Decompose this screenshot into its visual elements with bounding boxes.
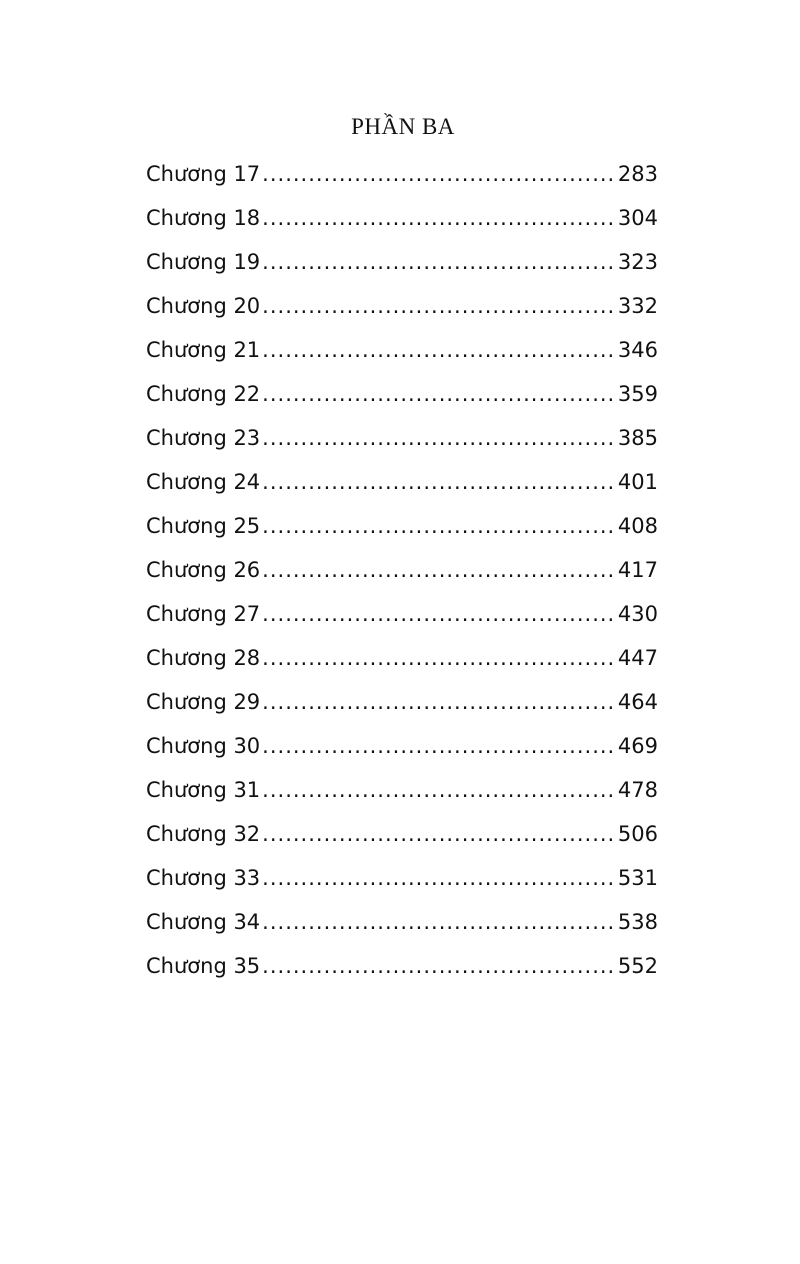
toc-entry-label: Chương 26	[146, 558, 261, 582]
toc-entry-label: Chương 35	[146, 954, 261, 978]
dot-leader	[262, 240, 616, 284]
toc-entry-page-number: 531	[617, 866, 658, 890]
toc-entry[interactable]	[146, 372, 658, 416]
toc-entry-page-number: 538	[617, 910, 658, 934]
dot-leader	[262, 416, 616, 460]
toc-entry-page-number: 464	[617, 690, 658, 714]
toc-entry[interactable]	[146, 504, 658, 548]
dot-leader	[262, 680, 616, 724]
toc-entry[interactable]	[146, 592, 658, 636]
toc-entry-label: Chương 17	[146, 162, 261, 186]
toc-entry-page-number: 401	[617, 470, 658, 494]
toc-entry-label: Chương 23	[146, 426, 261, 450]
toc-entry[interactable]	[146, 196, 658, 240]
toc-entry-label: Chương 29	[146, 690, 261, 714]
dot-leader	[262, 900, 616, 944]
toc-entry[interactable]	[146, 416, 658, 460]
toc-entry-page-number: 447	[617, 646, 658, 670]
toc-entry[interactable]	[146, 944, 658, 988]
toc-entry-label: Chương 34	[146, 910, 261, 934]
toc-entry-label: Chương 30	[146, 734, 261, 758]
toc-entry-page-number: 385	[617, 426, 658, 450]
toc-entry-page-number: 359	[617, 382, 658, 406]
dot-leader	[262, 284, 616, 328]
toc-entry[interactable]	[146, 460, 658, 504]
toc-entry-label: Chương 28	[146, 646, 261, 670]
toc-entry[interactable]	[146, 680, 658, 724]
toc-entry-label: Chương 24	[146, 470, 261, 494]
dot-leader	[262, 152, 616, 196]
toc-entry-page-number: 332	[617, 294, 658, 318]
table-of-contents	[146, 152, 658, 988]
toc-entry-page-number: 323	[617, 250, 658, 274]
toc-entry-label: Chương 18	[146, 206, 261, 230]
dot-leader	[262, 460, 616, 504]
toc-entry-page-number: 304	[617, 206, 658, 230]
toc-entry-page-number: 552	[617, 954, 658, 978]
toc-entry[interactable]	[146, 768, 658, 812]
toc-entry[interactable]	[146, 152, 658, 196]
toc-entry-page-number: 283	[617, 162, 658, 186]
toc-entry[interactable]	[146, 636, 658, 680]
toc-entry[interactable]	[146, 856, 658, 900]
toc-entry-page-number: 478	[617, 778, 658, 802]
toc-entry-label: Chương 20	[146, 294, 261, 318]
toc-entry[interactable]	[146, 240, 658, 284]
toc-entry-page-number: 408	[617, 514, 658, 538]
toc-entry-label: Chương 33	[146, 866, 261, 890]
toc-entry[interactable]	[146, 548, 658, 592]
toc-entry-label: Chương 32	[146, 822, 261, 846]
toc-entry[interactable]	[146, 284, 658, 328]
toc-entry-page-number: 430	[617, 602, 658, 626]
toc-entry-page-number: 469	[617, 734, 658, 758]
toc-entry-label: Chương 25	[146, 514, 261, 538]
dot-leader	[262, 636, 616, 680]
dot-leader	[262, 768, 616, 812]
dot-leader	[262, 944, 616, 988]
dot-leader	[262, 812, 616, 856]
toc-entry-label: Chương 31	[146, 778, 261, 802]
dot-leader	[262, 372, 616, 416]
toc-entry[interactable]	[146, 900, 658, 944]
section-title: PHẦN BA	[351, 114, 455, 139]
toc-entry-label: Chương 27	[146, 602, 261, 626]
toc-entry[interactable]	[146, 328, 658, 372]
dot-leader	[262, 196, 616, 240]
dot-leader	[262, 856, 616, 900]
toc-entry-page-number: 506	[617, 822, 658, 846]
toc-entry-label: Chương 21	[146, 338, 261, 362]
toc-entry-page-number: 346	[617, 338, 658, 362]
toc-entry[interactable]	[146, 724, 658, 768]
dot-leader	[262, 592, 616, 636]
toc-entry-label: Chương 22	[146, 382, 261, 406]
dot-leader	[262, 328, 616, 372]
toc-entry[interactable]	[146, 812, 658, 856]
dot-leader	[262, 504, 616, 548]
toc-entry-label: Chương 19	[146, 250, 261, 274]
toc-entry-page-number: 417	[617, 558, 658, 582]
dot-leader	[262, 724, 616, 768]
dot-leader	[262, 548, 616, 592]
